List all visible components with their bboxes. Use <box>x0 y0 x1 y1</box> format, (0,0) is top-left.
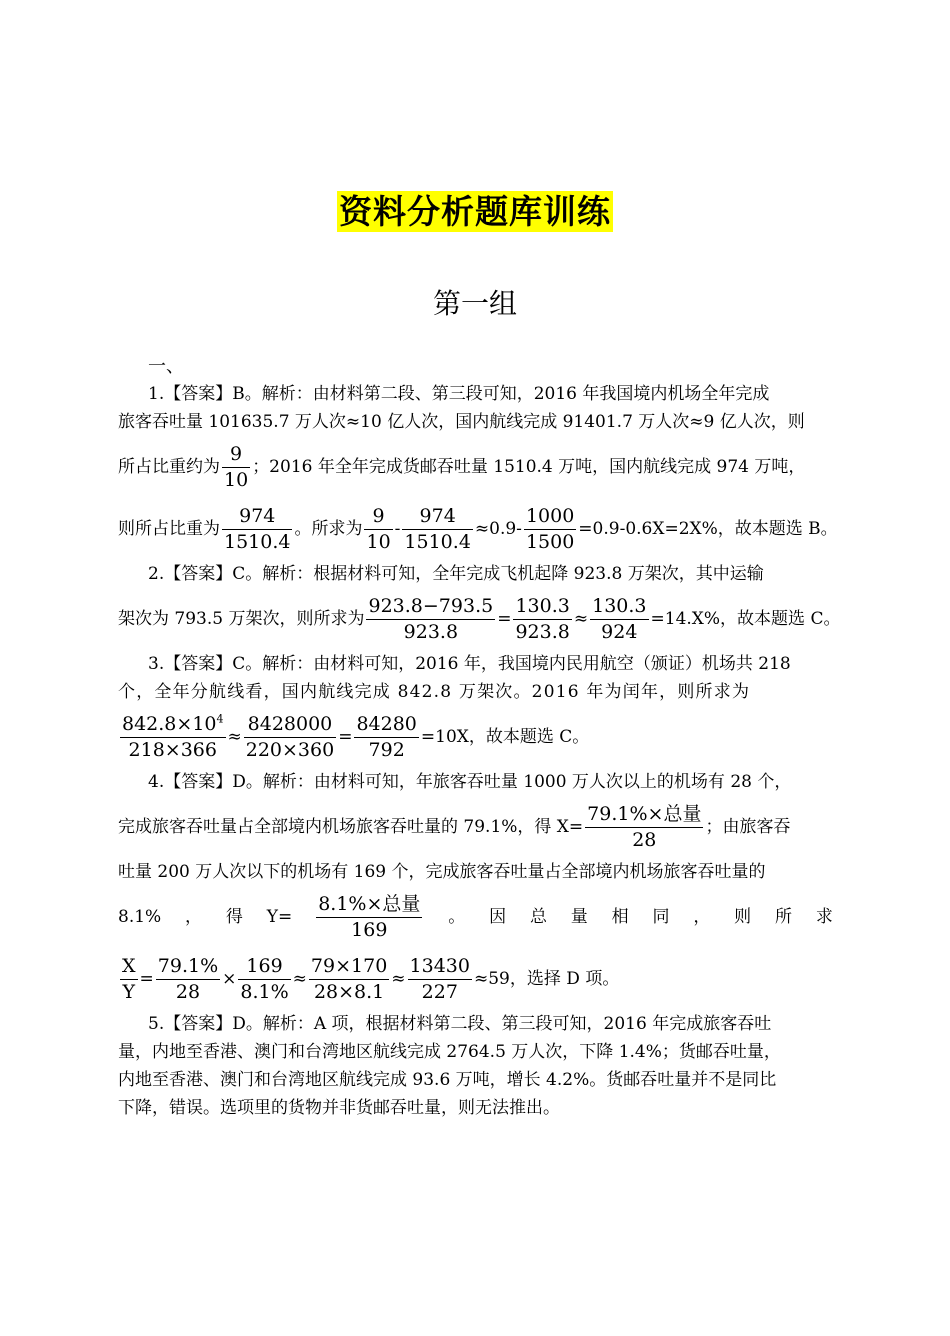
q1-text: 。所求为 <box>294 519 363 539</box>
q4-line-1: 4.【答案】D。解析：由材料可知，年旅客吞吐量 1000 万人次以上的机场有 28 个， <box>148 772 792 792</box>
q1-text: 则所占比重为 <box>118 519 220 539</box>
q4-text: ≈59，选择 D 项。 <box>474 969 620 989</box>
numerator: X <box>122 954 136 977</box>
fraction <box>524 504 576 555</box>
fraction <box>120 954 138 1005</box>
numerator-text: 842.8×10 <box>122 712 217 735</box>
denominator: 10 <box>224 468 249 491</box>
numerator: 79.1% <box>157 954 219 977</box>
fraction <box>156 954 220 1005</box>
answer-body <box>118 380 841 1122</box>
fraction <box>585 802 703 853</box>
q1-line-1: 1.【答案】B。解析：由材料第二段、第三段可知，2016 年我国境内机场全年完成 <box>148 384 770 404</box>
fraction <box>408 954 472 1005</box>
section-marker: 一、 <box>148 356 184 377</box>
q4-line-2 <box>118 796 833 858</box>
q4-line-3: 吐量 200 万人次以下的机场有 169 个，完成旅客吞吐量占全部境内机场旅客吞吐量的 <box>118 862 766 882</box>
numerator: 923.8−793.5 <box>368 594 494 617</box>
q4-line-4 <box>118 886 833 948</box>
q4-text: 得 <box>225 907 243 927</box>
operator: ≈ <box>391 969 406 989</box>
operator: ≈ <box>227 727 242 747</box>
q5-line-1: 5.【答案】D。解析：A 项，根据材料第二段、第三段可知，2016 年完成旅客吞吐 <box>148 1014 772 1034</box>
fraction <box>316 892 422 943</box>
denominator: 1510.4 <box>404 530 471 553</box>
fraction <box>590 594 648 645</box>
q4-text: 同 <box>652 907 670 927</box>
numerator: 79.1%×总量 <box>587 802 702 825</box>
q2-text: =14.X%，故本题选 C。 <box>650 609 841 629</box>
q1-line-3 <box>118 436 833 498</box>
fraction <box>222 442 250 493</box>
operator: = <box>139 969 154 989</box>
denominator: 218×366 <box>120 737 226 763</box>
numerator: 13430 <box>409 954 470 977</box>
denominator: 220×360 <box>245 738 335 761</box>
numerator: 9 <box>230 442 243 465</box>
q4-text: 则 <box>734 907 752 927</box>
doc-title-wrap <box>0 186 950 233</box>
numerator: 84280 <box>356 712 417 735</box>
denominator: 28×8.1 <box>309 979 389 1005</box>
denominator: 169 <box>316 917 422 943</box>
q1-text: ≈0.9- <box>474 519 522 539</box>
q4-text: ；由旅客吞 <box>705 817 791 837</box>
q4-text: 求 <box>815 907 833 927</box>
numerator: 9 <box>372 504 385 527</box>
operator: ≈ <box>292 969 307 989</box>
denominator: 792 <box>354 737 418 763</box>
numerator: 8.1%×总量 <box>318 892 421 915</box>
fraction <box>309 954 389 1005</box>
denominator: 10 <box>366 530 391 553</box>
q1-line-4 <box>118 498 838 560</box>
operator: ≈ <box>573 609 589 629</box>
q4-text: 所 <box>775 907 792 927</box>
q1-text: ；2016 年全年完成货邮吞吐量 1510.4 万吨，国内航线完成 974 万吨， <box>252 457 806 477</box>
numerator: 169 <box>246 954 283 977</box>
fraction <box>366 594 495 645</box>
operator: = <box>497 609 512 629</box>
denominator: 28 <box>585 827 703 853</box>
fraction <box>222 504 292 555</box>
fraction <box>402 504 472 555</box>
doc-title: 资料分析题库训练 <box>339 192 611 231</box>
fraction <box>354 712 418 763</box>
q2-line-1: 2.【答案】C。解析：根据材料可知，全年完成飞机起降 923.8 万架次，其中运输 <box>148 564 764 584</box>
fraction <box>120 712 226 763</box>
q1-line-2: 旅客吞吐量 101635.7 万人次≈10 亿人次，国内航线完成 91401.7 万人次≈9 亿人次，则 <box>118 412 805 432</box>
q4-text: 。 <box>448 907 466 927</box>
q1-text: 所占比重约为 <box>118 457 220 477</box>
q4-y-expr <box>267 892 425 943</box>
operator: × <box>222 969 237 989</box>
q4-text: 量 <box>570 907 588 927</box>
denominator: 28 <box>156 979 220 1005</box>
fraction <box>244 712 336 763</box>
numerator: 130.3 <box>515 594 570 617</box>
doc-subtitle: 第一组 <box>432 287 517 320</box>
q4-text: Y= <box>266 907 293 927</box>
numerator: 974 <box>419 504 456 527</box>
q3-line-1: 3.【答案】C。解析：由材料可知，2016 年，我国境内民用航空（颁证）机场共 218 <box>148 654 791 674</box>
denominator: Y <box>120 979 138 1005</box>
q4-text: ， <box>185 907 203 927</box>
denominator: 8.1% <box>240 980 289 1003</box>
numerator: 130.3 <box>592 594 647 617</box>
numerator: 1000 <box>525 504 575 527</box>
numerator: 79×170 <box>310 954 388 977</box>
q5-line-3: 内地至香港、澳门和台湾地区航线完成 93.6 万吨，增长 4.2%。货邮吞吐量并不是同比 <box>118 1070 777 1090</box>
fraction <box>238 954 290 1005</box>
numerator: 8428000 <box>247 712 333 735</box>
q1-text: - <box>394 519 401 539</box>
q2-line-2 <box>118 588 841 650</box>
q5-line-2: 量，内地至香港、澳门和台湾地区航线完成 2764.5 万人次，下降 1.4%；货邮吞吐量， <box>118 1042 781 1062</box>
numerator: 974 <box>239 504 276 527</box>
fraction <box>364 504 392 555</box>
q4-line-5 <box>118 948 833 1010</box>
q4-text: 相 <box>611 907 629 927</box>
denominator: 923.8 <box>515 620 570 643</box>
q4-text: 因 <box>489 907 507 927</box>
numerator <box>120 712 226 737</box>
q4-text: 8.1% <box>118 907 162 927</box>
denominator: 1500 <box>525 530 575 553</box>
exponent: 4 <box>216 712 224 726</box>
fraction <box>513 594 571 645</box>
q5-line-4: 下降，错误。选项里的货物并非货邮吞吐量，则无法推出。 <box>118 1098 560 1118</box>
q1-text: =0.9-0.6X=2X%，故本题选 B。 <box>578 519 838 539</box>
q4-text: 总 <box>529 907 547 927</box>
q3-line-3 <box>118 706 833 768</box>
q3-text: =10X，故本题选 C。 <box>420 727 590 747</box>
q4-text: ， <box>693 907 711 927</box>
denominator: 227 <box>408 979 472 1005</box>
denominator: 1510.4 <box>224 530 291 553</box>
operator: = <box>338 727 353 747</box>
denominator: 924 <box>590 619 648 645</box>
q3-line-2: 个，全年分航线看，国内航线完成 842.8 万架次。2016 年为闰年，则所求为 <box>118 682 751 702</box>
q2-text: 架次为 793.5 万架次，则所求为 <box>118 609 365 629</box>
q4-text: 完成旅客吞吐量占全部境内机场旅客吞吐量的 79.1%，得 X= <box>118 817 584 837</box>
denominator: 923.8 <box>366 619 495 645</box>
